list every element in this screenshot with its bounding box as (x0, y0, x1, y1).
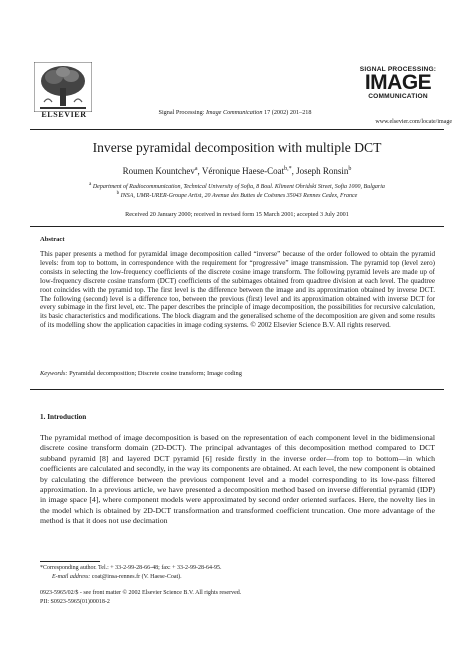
keywords-label: Keywords: (40, 370, 68, 377)
journal-reference: Signal Processing: Image Communication 17 (2002) 201–218 (158, 109, 312, 116)
author-name: Véronique Haese-Coat (201, 166, 285, 176)
author-separator: , (291, 166, 297, 176)
section-heading-introduction: 1. Introduction (40, 413, 87, 421)
author-separator: , (197, 166, 202, 176)
brand-line-3: COMMUNICATION (368, 93, 428, 100)
introduction-text: The pyramidal method of image decomposition is based on the representation of each component level in the bidimensional discrete cosine transform domain (2D-DCT). The principal advantages of this decomposition method compared to DCT subband pyramid [8] and layered DCT pyramid [6] reside firstly in the inverse order—from top to bottom—in which coefficients are calculated and secondly, in the way its components are obtained. At each level, the new component is obtained by calculating the difference between the previous component level and a model corresponding to its low-pass filtered approximation. In a previous article, we have presented a decomposition method based on inverse differential pyramid (IDP) in image space [4], where component models were approximated by second order oriented surfaces. Here, the novelty lies in the model which is obtained by 2D-DCT transformation and transformed coefficient truncation. One more advantage of the method is that it does not use decimation (40, 433, 435, 526)
article-title: Inverse pyramidal decomposition with multiple DCT (92, 140, 382, 155)
issn-line: 0923-5965/02/$ - see front matter © 2002 Elsevier Science B.V. All rights reserved. (40, 590, 242, 596)
pii-line: PII: S0923-5965(01)00018-2 (40, 599, 110, 605)
footnote-divider (40, 561, 100, 562)
email-footnote: E-mail address: coat@insa-rennes.fr (V. Haese-Coat). (52, 574, 182, 580)
author-affiliation-mark: b,* (284, 166, 292, 172)
brand-line-2: IMAGE (364, 71, 432, 94)
abstract-heading: Abstract (40, 236, 65, 243)
journal-brand (348, 66, 448, 100)
corresponding-author-footnote: *Corresponding author. Tel.: + 33-2-99-28-66-48; fax: + 33-2-99-28-64-95. (40, 565, 222, 571)
header-divider (30, 129, 444, 130)
keywords-list: Pyramidal decomposition; Discrete cosine transform; Image coding (67, 370, 242, 377)
author-list (30, 166, 444, 176)
brand-line-1: SIGNAL PROCESSING: (359, 66, 437, 73)
abstract-bottom-divider (30, 389, 444, 390)
affiliation-b: $^b$ INSA, UMR-URER-Groupe Artist, 20 Avenue des Buttes de Coësmes 35043 Rennes Cedex, France (116, 191, 358, 199)
abstract-top-divider (30, 226, 444, 227)
author-name: Roumen Kountchev (122, 166, 195, 176)
publisher-name: ELSEVIER (41, 110, 87, 119)
received-dates: Received 20 January 2000; received in revised form 15 March 2001; accepted 3 July 2001 (125, 211, 349, 218)
author-affiliation-mark: a (194, 166, 198, 172)
author-affiliation-mark: b (348, 166, 352, 172)
keywords (40, 370, 435, 377)
abstract-text: This paper presents a method for pyramidal image decomposition called “inverse” because of the order followed to obtain the pyramid levels: from top to bottom, in correspondence with the requirement for “progressive” image transmission. The pyramid top (level zero) consists in selecting the low-frequency coefficients of the discrete cosine image transform. The following pyramid levels are made up of low-frequency discrete cosine transform (DCT) coefficients of the subimages obtained from quadtree division at each level. The quadtree root coincides with the pyramid top. The first level is the difference between the image and its approximation obtained by inverse DCT. The following (second) level is a difference too, between the previous (first) level and its approximation obtained with inverse DCT for every subimage in the first level, etc. The paper describes the principle of image decomposition, the possibilities for recursive calculation, its basic characteristics and modifications. The block diagram and the generalised scheme of the decomposition are given and some results of its modelling show the application capacities in image coding systems. © 2002 Elsevier Science B.V. All rights reserved. (40, 250, 435, 330)
author-name: Joseph Ronsin (296, 166, 349, 176)
journal-url[interactable]: www.elsevier.com/locate/image (375, 119, 452, 125)
elsevier-tree-logo-icon (34, 62, 92, 112)
affiliation-a: $^a$ Department of Radiocommunication, Technical University of Sofia, 8 Boul. Kliment Ohridski Street, Sofia 1000, Bulgaria (89, 182, 385, 190)
